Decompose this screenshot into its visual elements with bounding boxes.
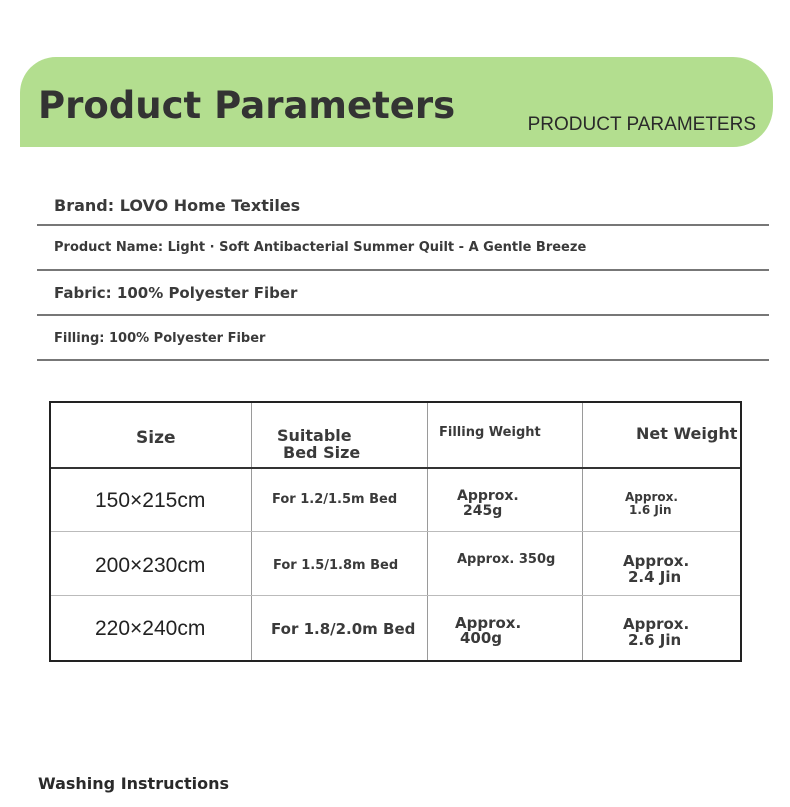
param-fabric: Fabric: 100% Polyester Fiber xyxy=(54,284,298,302)
page-subtitle: PRODUCT PARAMETERS xyxy=(527,114,756,135)
param-brand: Brand: LOVO Home Textiles xyxy=(54,196,301,215)
table-row-divider xyxy=(51,531,740,532)
header-bed-line2: Bed Size xyxy=(283,443,361,462)
cell-net-line1: Approx. xyxy=(623,615,690,633)
cell-net-line1: Approx. xyxy=(625,490,678,504)
cell-net-line1: Approx. xyxy=(623,552,690,570)
divider xyxy=(37,359,769,361)
param-filling: Filling: 100% Polyester Fiber xyxy=(54,331,266,346)
size-table xyxy=(49,401,742,662)
cell-net-weight xyxy=(625,491,678,517)
divider xyxy=(37,269,769,271)
cell-filling-weight xyxy=(455,616,521,646)
page-title: Product Parameters xyxy=(38,84,456,127)
cell-bed: For 1.8/2.0m Bed xyxy=(271,620,416,638)
cell-net-line2: 1.6 Jin xyxy=(629,503,672,517)
cell-bed: For 1.2/1.5m Bed xyxy=(272,492,398,507)
param-product-name: Product Name: Light · Soft Antibacterial Summer Quilt - A Gentle Breeze xyxy=(54,240,587,255)
table-row-divider xyxy=(51,595,740,596)
cell-bed: For 1.5/1.8m Bed xyxy=(273,558,399,573)
cell-net-line2: 2.4 Jin xyxy=(628,568,682,586)
header-bed-line1: Suitable xyxy=(277,426,352,445)
cell-size: 220×240cm xyxy=(95,617,206,640)
header-filling-weight: Filling Weight xyxy=(439,425,541,440)
divider xyxy=(37,224,769,226)
cell-fill-line2: 400g xyxy=(460,629,503,647)
cell-fill-line1: Approx. xyxy=(455,614,522,632)
cell-net-weight xyxy=(623,553,689,585)
cell-fill-line1: Approx. xyxy=(457,488,519,504)
cell-size: 150×215cm xyxy=(95,489,206,512)
header-net-weight: Net Weight xyxy=(636,424,738,443)
header-size: Size xyxy=(136,428,176,448)
cell-fill-line2: 245g xyxy=(463,503,503,519)
cell-size: 200×230cm xyxy=(95,554,206,577)
table-header-divider xyxy=(51,467,740,469)
divider xyxy=(37,314,769,316)
washing-instructions-heading: Washing Instructions xyxy=(38,774,230,793)
cell-filling-weight xyxy=(457,489,519,519)
cell-net-line2: 2.6 Jin xyxy=(628,631,682,649)
cell-net-weight xyxy=(623,616,689,648)
cell-filling-weight: Approx. 350g xyxy=(457,552,556,567)
header-bed-size xyxy=(277,427,360,461)
